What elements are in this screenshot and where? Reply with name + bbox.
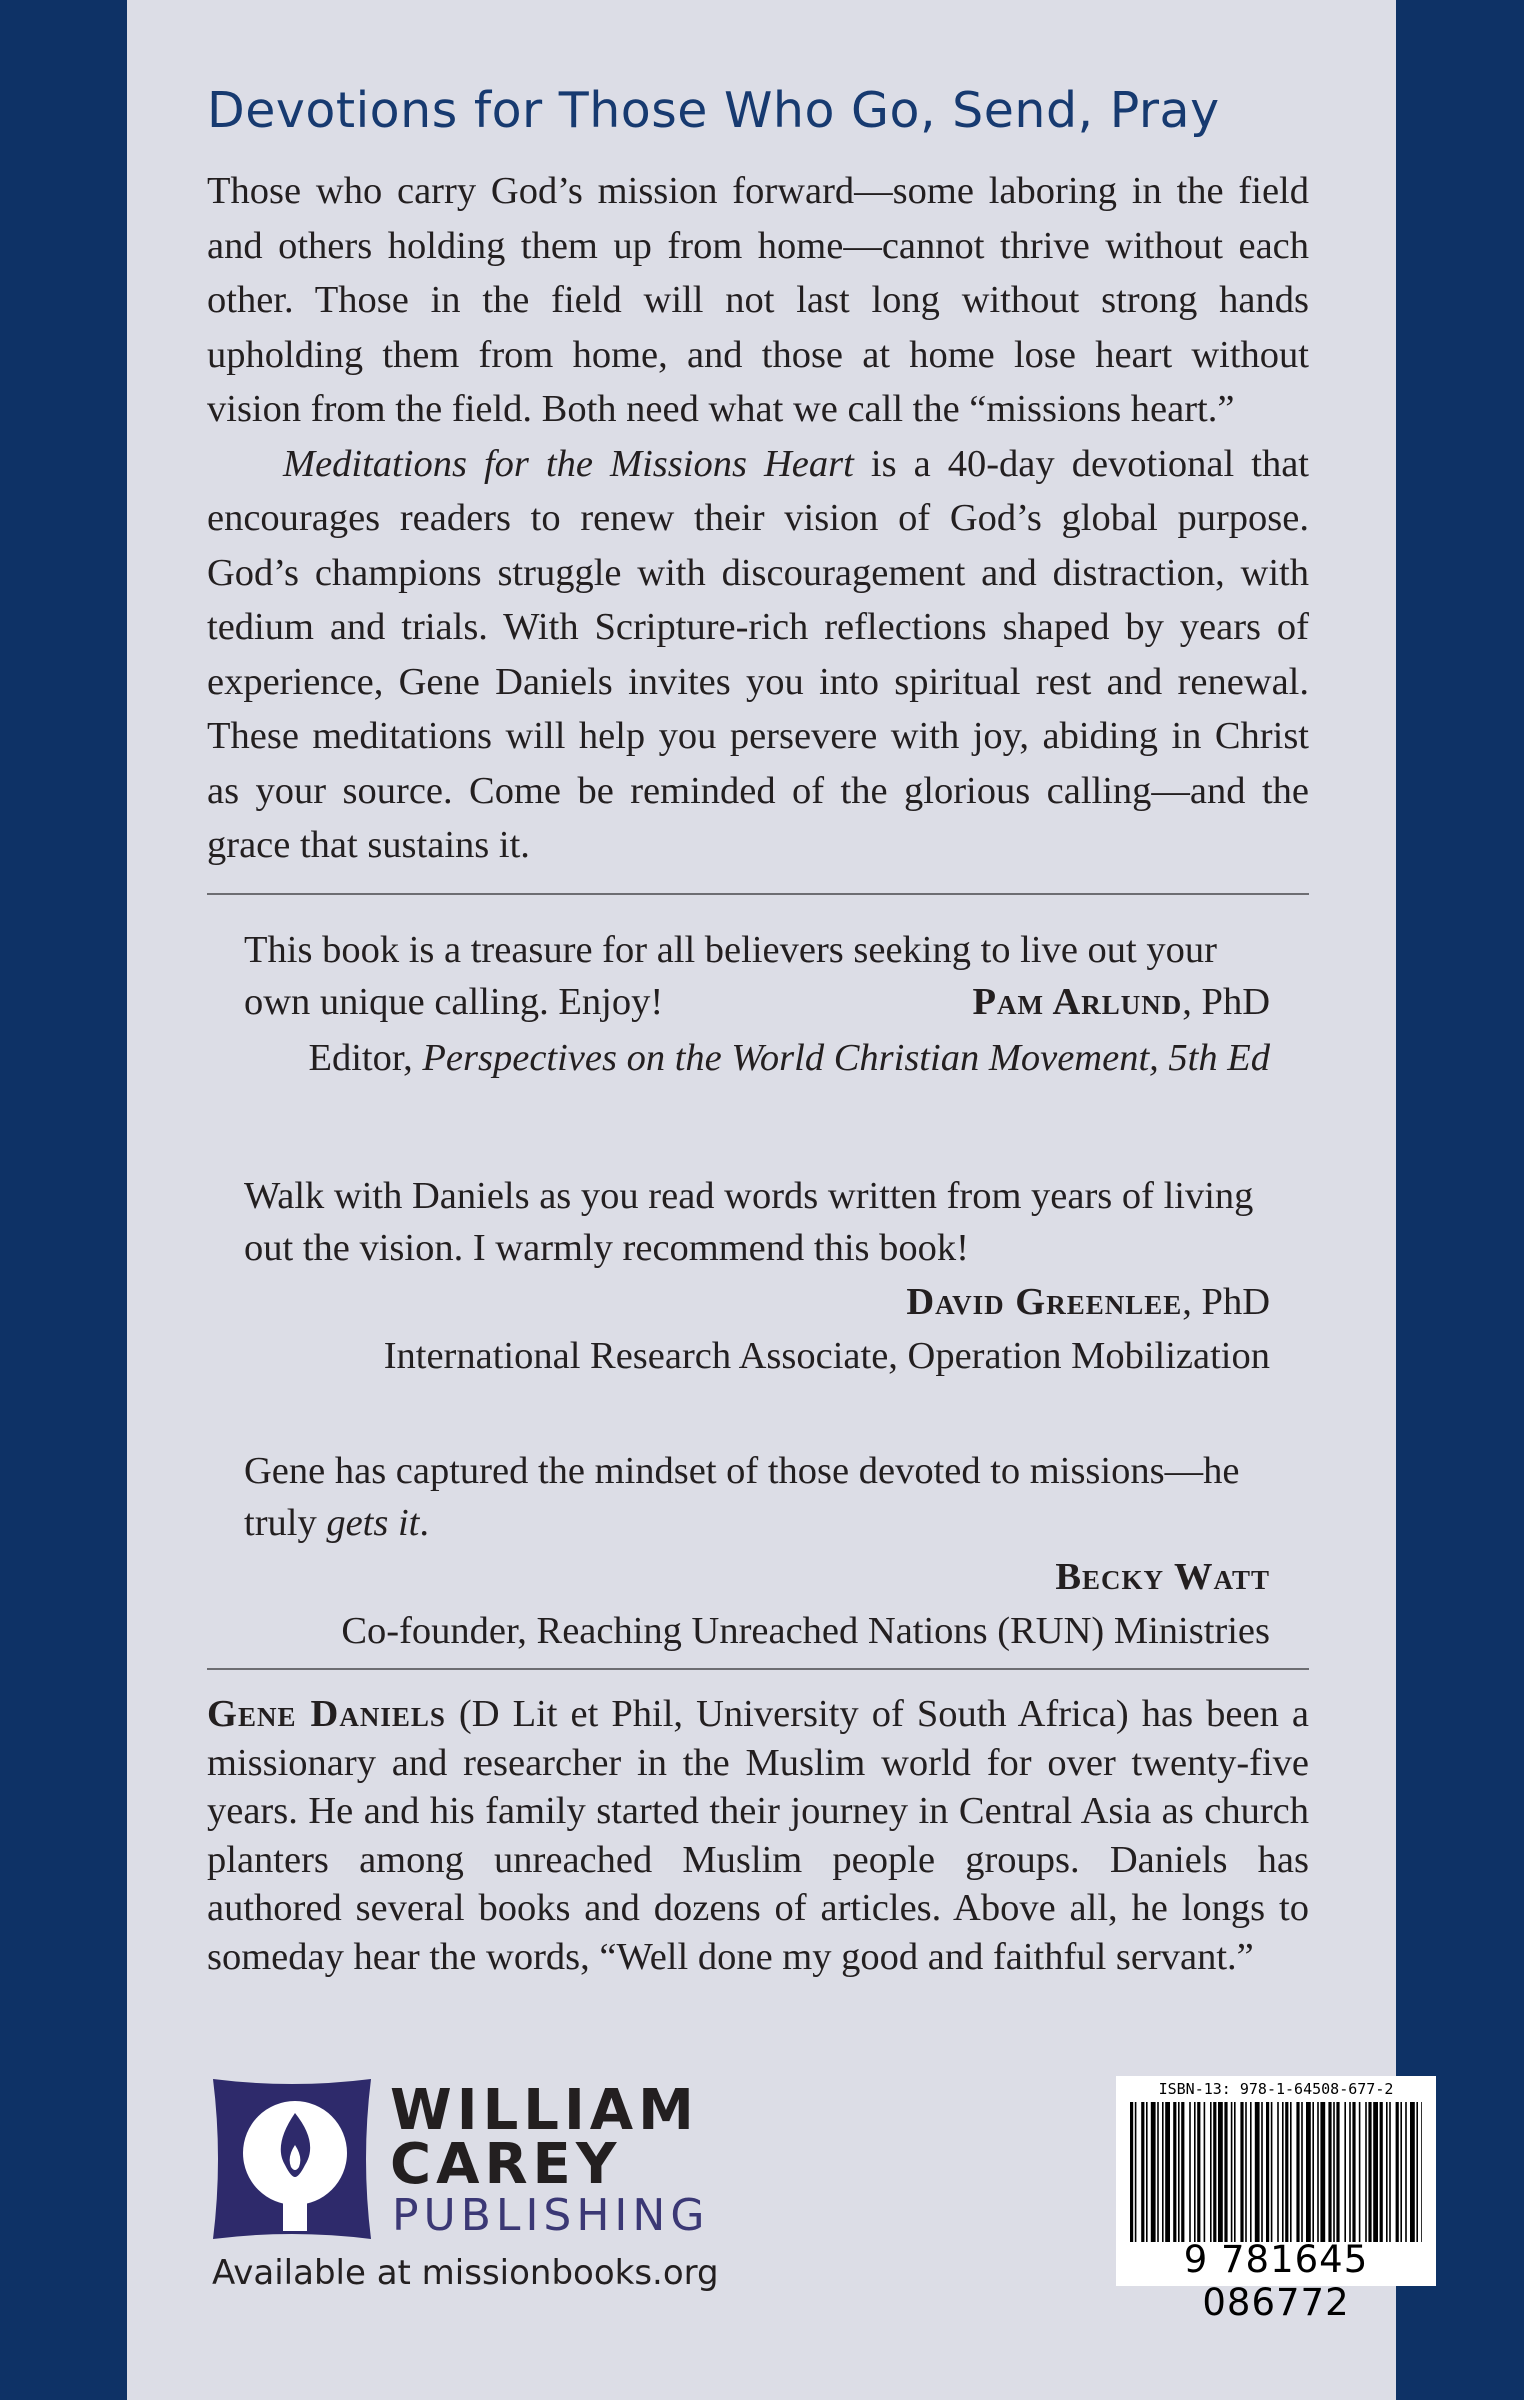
divider-bottom bbox=[207, 1668, 1309, 1670]
author-name: Becky Watt bbox=[1055, 1556, 1270, 1598]
bio-author-name: Gene Daniels bbox=[207, 1693, 446, 1735]
author-name: David Greenlee bbox=[906, 1281, 1183, 1323]
back-cover-panel bbox=[127, 0, 1396, 2400]
availability-text: Available at missionbooks.org bbox=[212, 2253, 719, 2293]
description-paragraph-2 bbox=[207, 437, 1309, 873]
publisher-logo bbox=[207, 2073, 767, 2293]
endorsement-1 bbox=[244, 924, 1270, 1084]
description bbox=[207, 164, 1309, 873]
author-credential: , PhD bbox=[1182, 1281, 1270, 1323]
author-bio bbox=[207, 1690, 1309, 1981]
isbn-barcode bbox=[1116, 2076, 1436, 2324]
endorsement-text-end: . bbox=[419, 1502, 430, 1544]
isbn-label: ISBN-13: 978-1-64508-677-2 bbox=[1158, 2080, 1394, 2098]
author-title bbox=[244, 1032, 1270, 1084]
endorsement-text: Walk with Daniels as you read words written from years of living out the vision. I warmly recommend this book! bbox=[244, 1175, 1254, 1269]
endorsement-text: This book is a treasure for all believers seeking to live out your own unique calling. Enjoy! bbox=[244, 929, 1217, 1023]
publisher-name-line-1: WILLIAM bbox=[390, 2078, 699, 2143]
endorsement-text-main: Gene has captured the mindset of those devoted to missions—he truly bbox=[244, 1450, 1240, 1544]
candle-flame-icon bbox=[207, 2073, 377, 2245]
endorsement-text-italic: gets it bbox=[326, 1502, 420, 1544]
page-title: Devotions for Those Who Go, Send, Pray bbox=[207, 82, 1220, 139]
endorsement-author bbox=[244, 1551, 1270, 1603]
author-title: Co-founder, Reaching Unreached Nations (RUN) Ministries bbox=[341, 1610, 1270, 1652]
barcode-digits: 9 781645 086772 bbox=[1183, 2238, 1369, 2324]
publisher-name-line-3: PUBLISHING bbox=[392, 2190, 710, 2241]
author-title-italic: Perspectives on the World Christian Movement, 5th Ed bbox=[422, 1037, 1270, 1079]
author-title: International Research Associate, Operation Mobilization bbox=[383, 1335, 1270, 1377]
endorsement-2 bbox=[244, 1170, 1270, 1382]
barcode-icon bbox=[1130, 2102, 1422, 2242]
author-credential: , PhD bbox=[1182, 981, 1270, 1023]
author-name: Pam Arlund bbox=[972, 981, 1183, 1023]
book-title: Meditations for the Missions Heart bbox=[283, 442, 854, 485]
endorsement-text bbox=[244, 1445, 1270, 1549]
description-paragraph-1: Those who carry God’s mission forward—some laboring in the field and others holding them up from home—cannot thrive without each other. Those in the field will not last long without strong hands upholding them from home, and those at home lose heart without vision from the field. Both need what we call the “missions heart.” bbox=[207, 170, 1309, 430]
author-title-prefix: Editor, bbox=[308, 1037, 423, 1079]
publisher-name-line-2: CAREY bbox=[390, 2132, 622, 2197]
divider-top bbox=[207, 893, 1309, 895]
description-paragraph-2-text: is a 40-day devotional that encourages readers to renew their vision of God’s global purpose. God’s champions struggle with discouragement and distraction, with tedium and trials. With Scripture-rich reflections shaped by years of experience, Gene Daniels invites you into spiritual rest and renewal. These meditations will help you persevere with joy, abiding in Christ as your source. Come be reminded of the glorious calling—and the grace that sustains it. bbox=[207, 442, 1309, 866]
bio-text: (D Lit et Phil, University of South Africa) has been a missionary and researcher in the Muslim world for over twenty-five years. He and his family started their journey in Central Asia as church planters among unreached Muslim people groups. Daniels has authored several books and dozens of articles. Above all, he longs to someday hear the words, “Well done my good and faithful servant.” bbox=[207, 1693, 1309, 1978]
endorsement-3 bbox=[244, 1445, 1270, 1657]
endorsement-author bbox=[244, 1276, 1270, 1328]
